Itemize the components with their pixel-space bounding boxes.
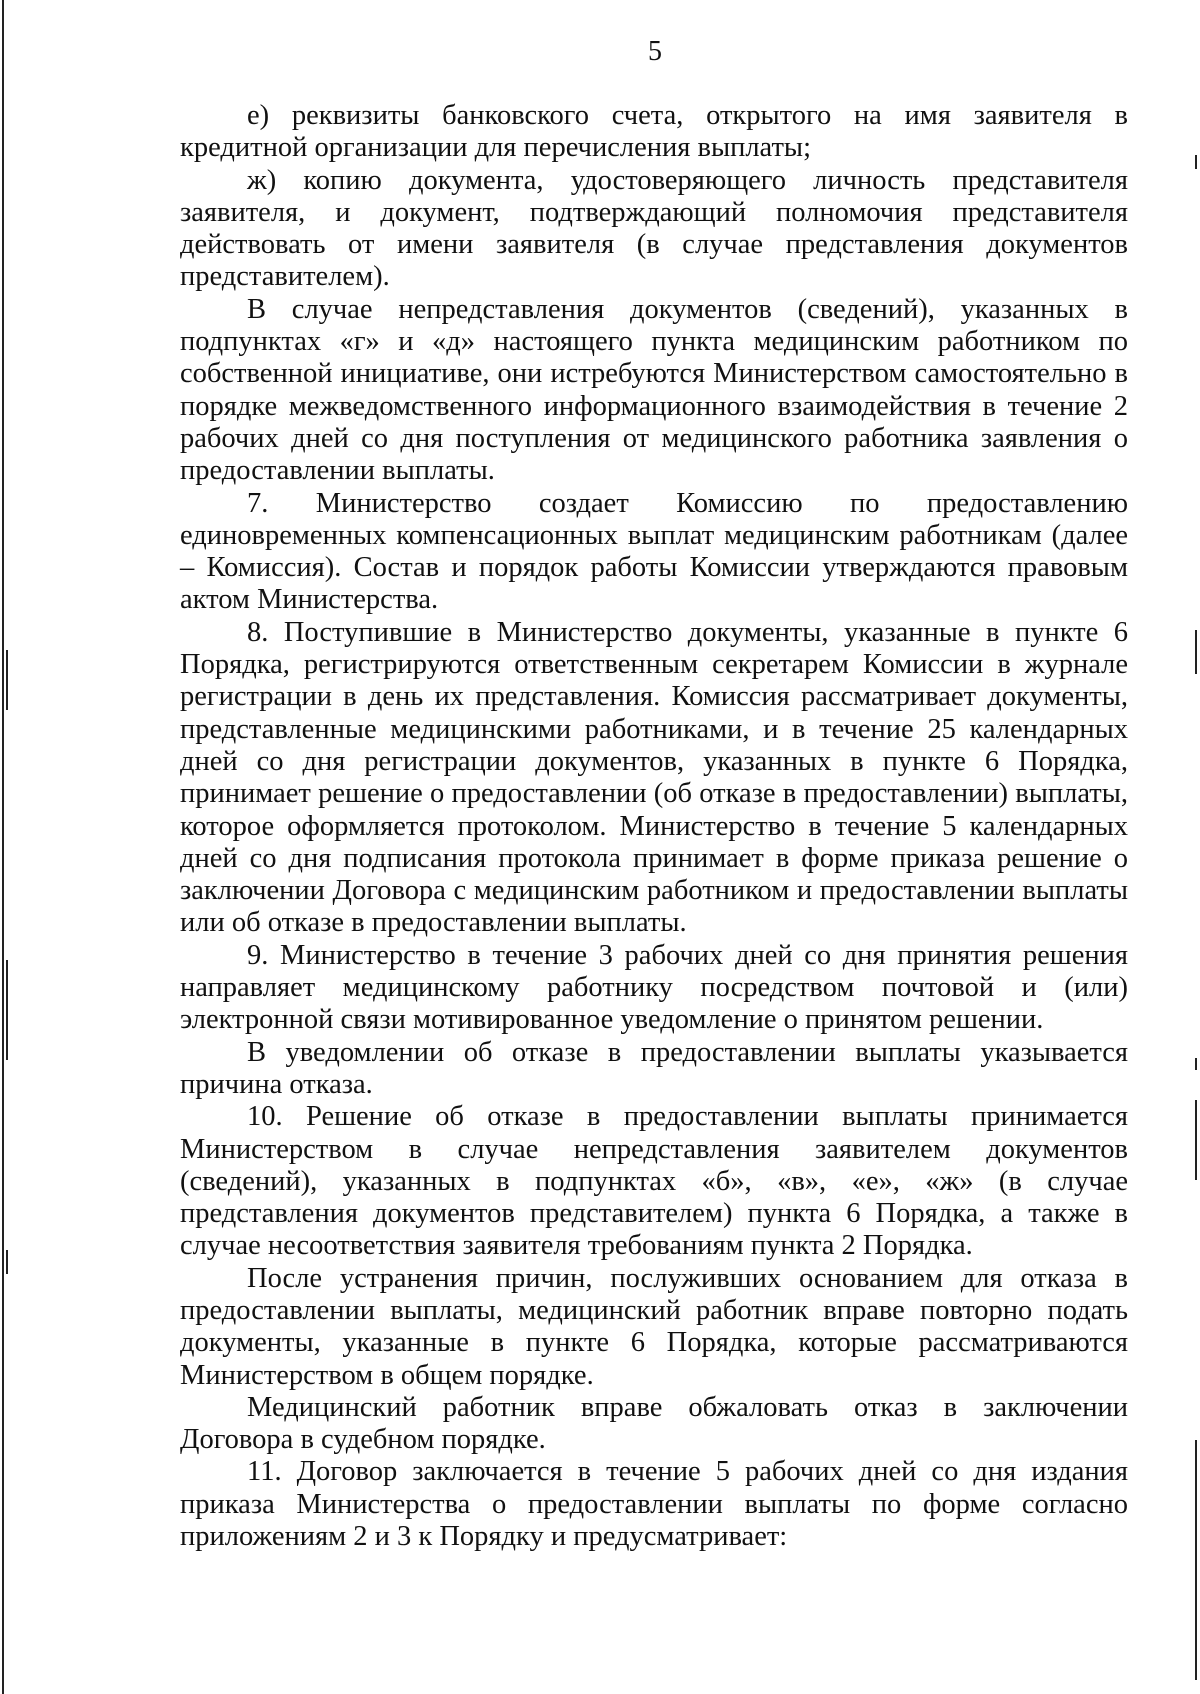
paragraph-item-e: е) реквизиты банковского счета, открытого на имя заявителя в кредитной организации для перечисления выплаты; xyxy=(180,100,1128,164)
paragraph-refusal-reason: В уведомлении об отказе в предоставлении выплаты указывается причина отказа. xyxy=(180,1036,1128,1100)
scan-edge-mark xyxy=(6,1250,8,1274)
paragraph-clause-11: 11. Договор заключается в течение 5 рабочих дней со дня издания приказа Министерства о предоставлении выплаты по форме согласно приложениям 2 и 3 к Порядку и предусматривает: xyxy=(180,1456,1128,1553)
paragraph-nonsubmission: В случае непредставления документов (сведений), указанных в подпунктах «г» и «д» настоящего пункта медицинским работником по собственной инициативе, они истребуются Министерством самостоятельно в порядке межведомственного информационного взаимодействия в течение 2 рабочих дней со дня поступления от медицинского работника заявления о предоставлении выплаты. xyxy=(180,293,1128,487)
scan-edge-mark xyxy=(1195,1100,1197,1180)
scan-edge-mark xyxy=(6,650,8,710)
document-body xyxy=(180,100,1128,1553)
paragraph-clause-7: 7. Министерство создает Комиссию по предоставлению единовременных компенсационных выплат медицинским работникам (далее – Комиссия). Состав и порядок работы Комиссии утверждаются правовым актом Министерства. xyxy=(180,487,1128,616)
scan-edge-mark xyxy=(1195,1440,1197,1680)
paragraph-clause-8: 8. Поступившие в Министерство документы, указанные в пункте 6 Порядка, регистрируются ответственным секретарем Комиссии в журнале регистрации в день их представления. Комиссия рассматривает документы, представленные медицинскими работниками, и в течение 25 календарных дней со дня регистрации документов, указанных в пункте 6 Порядка, принимает решение о предоставлении (об отказе в предоставлении) выплаты, которое оформляется протоколом. Министерство в течение 5 календарных дней со дня подписания протокола принимает в форме приказа решение о заключении Договора с медицинским работником и предоставлении выплаты или об отказе в предоставлении выплаты. xyxy=(180,616,1128,939)
paragraph-item-zh: ж) копию документа, удостоверяющего личность представителя заявителя, и документ, подтверждающий полномочия представителя действовать от имени заявителя (в случае представления документов представителем). xyxy=(180,164,1128,293)
scan-edge-mark xyxy=(1195,155,1197,169)
page-number: 5 xyxy=(648,36,662,67)
scan-edge-line xyxy=(2,0,4,1694)
scan-edge-mark xyxy=(1195,1058,1197,1070)
paragraph-clause-9: 9. Министерство в течение 3 рабочих дней со дня принятия решения направляет медицинскому работнику посредством почтовой и (или) электронной связи мотивированное уведомление о принятом решении. xyxy=(180,939,1128,1036)
paragraph-appeal: Медицинский работник вправе обжаловать отказ в заключении Договора в судебном порядке. xyxy=(180,1391,1128,1456)
scan-edge-mark xyxy=(6,960,8,1060)
paragraph-clause-10: 10. Решение об отказе в предоставлении выплаты принимается Министерством в случае непредставления заявителем документов (сведений), указанных в подпунктах «б», «в», «е», «ж» (в случае представления документов представителем) пункта 6 Порядка, а также в случае несоответствия заявителя требованиям пункта 2 Порядка. xyxy=(180,1101,1128,1262)
paragraph-resubmission: После устранения причин, послуживших основанием для отказа в предоставлении выплаты, медицинский работник вправе повторно подать документы, указанные в пункте 6 Порядка, которые рассматриваются Министерством в общем порядке. xyxy=(180,1262,1128,1391)
scan-edge-mark xyxy=(1195,630,1197,674)
